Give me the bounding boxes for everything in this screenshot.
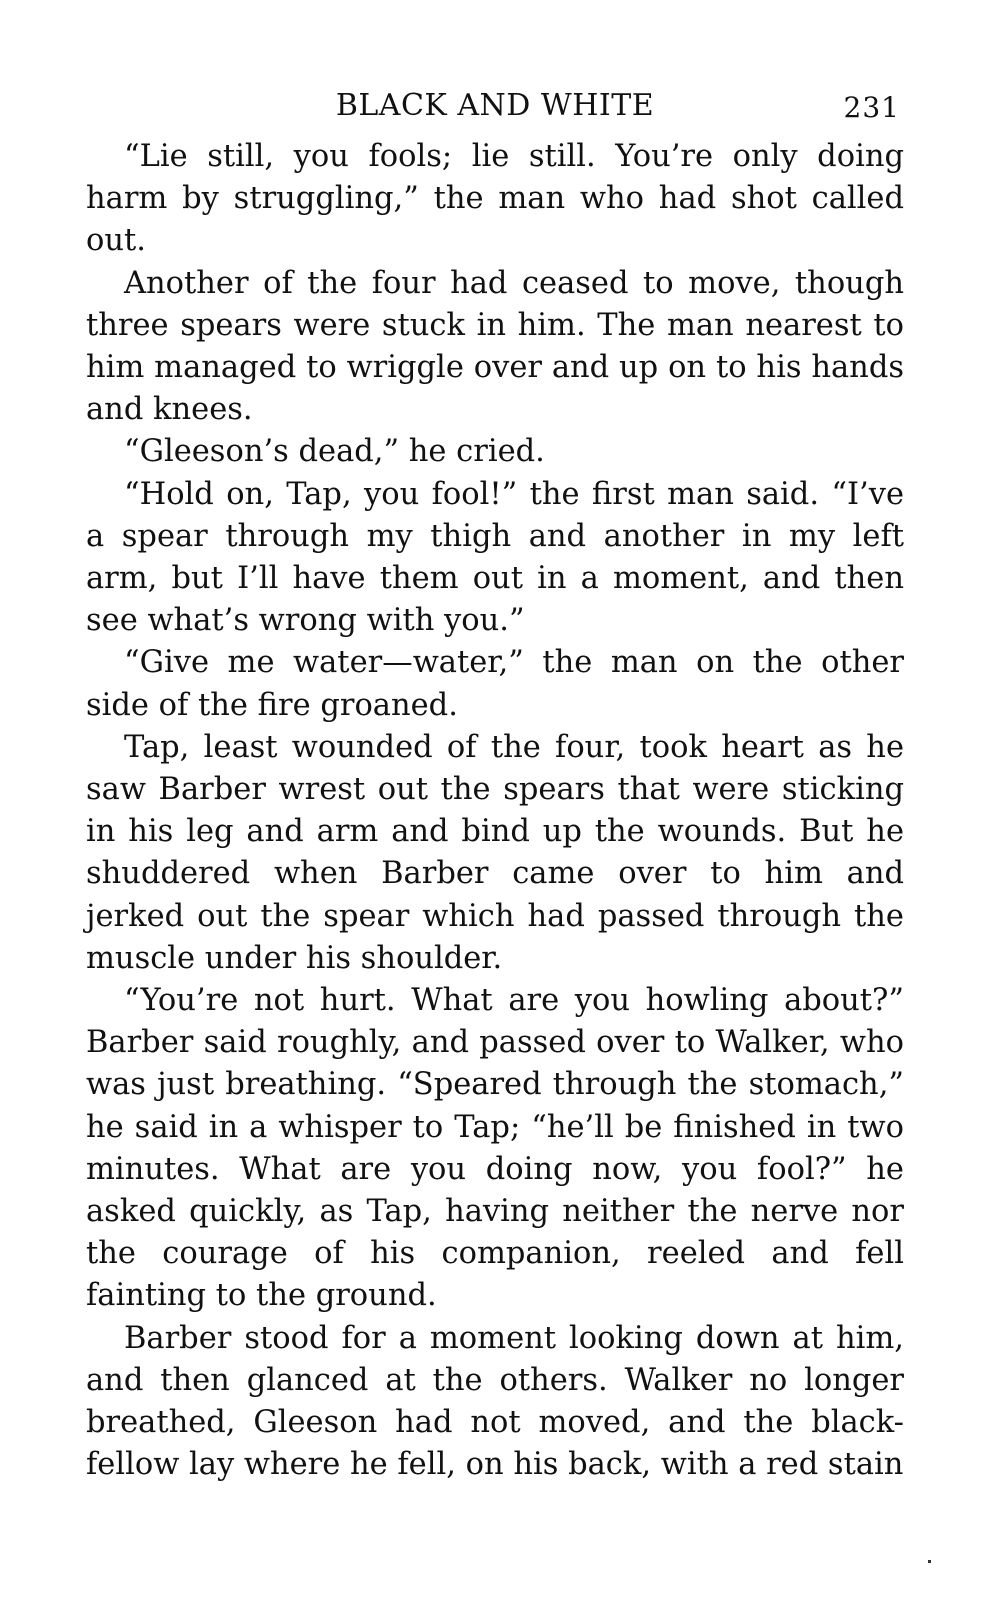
paragraph: “Give me water—water,” the man on the other side of the fire groaned. [86, 645, 904, 723]
paragraph: Another of the four had ceased to move, though three spears were stuck in him. The man nearest to him managed to wriggle over and up on to his hands and knees. [86, 265, 904, 428]
body-text [86, 136, 904, 1487]
running-title: BLACK AND WHITE [335, 88, 655, 123]
paragraph: “Lie still, you fools; lie still. You’re only doing harm by struggling,” the man who had shot called out. [86, 139, 904, 259]
page-number: 231 [843, 91, 900, 124]
print-speck [928, 1560, 931, 1563]
paragraph: Tap, least wounded of the four, took heart as he saw Barber wrest out the spears that were sticking in his leg and arm and bind up the wounds. But he shuddered when Barber came over to him and jerked out the spear which had passed through the muscle under his shoulder. [86, 729, 904, 976]
paragraph: “Gleeson’s dead,” he cried. [124, 434, 545, 470]
paragraph: “You’re not hurt. What are you howling about?” Barber said roughly, and passed over to Walker, who was just breathing. “Speared through the stomach,” he said in a whisper to Tap; “he’ll be finished in two minutes. What are you doing now, you fool?” he asked quickly, as Tap, having neither the nerve nor the courage of his companion, reeled and fell fainting to the ground. [86, 983, 904, 1314]
running-head [86, 84, 904, 136]
paragraph: Barber stood for a moment looking down at him, and then glanced at the others. Walker no longer breathed, Gleeson had not moved, and the black-fellow lay where he fell, on his back, with a red stain [86, 1320, 904, 1483]
paragraph: “Hold on, Tap, you fool!” the first man said. “I’ve a spear through my thigh and another in my left arm, but I’ll have them out in a moment, and then see what’s wrong with you.” [86, 476, 904, 639]
book-page [86, 84, 904, 1524]
